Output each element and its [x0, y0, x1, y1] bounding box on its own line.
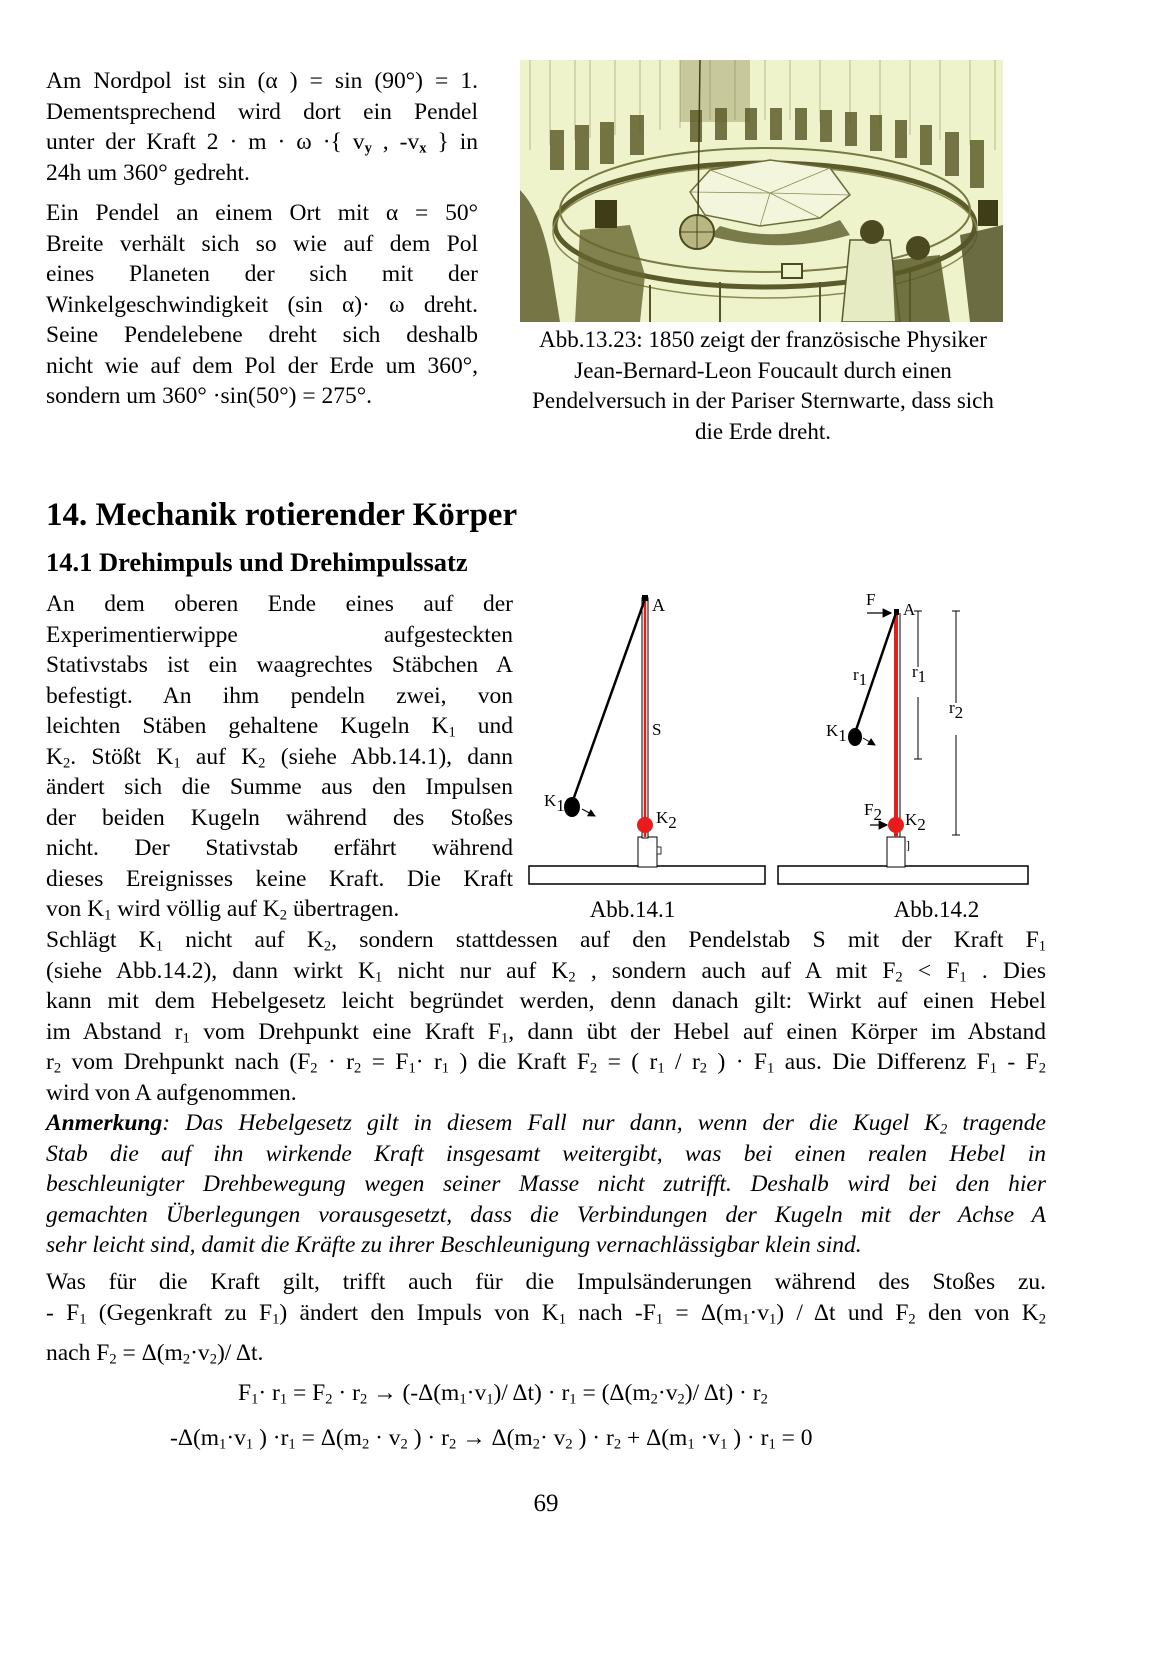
page-number: 69 [533, 1490, 559, 1517]
note-paragraph [46, 1108, 1046, 1261]
text-line: Experimentierwippe aufgesteckten [46, 621, 513, 648]
paragraph-nordpol [46, 66, 478, 188]
label-r1: r1 [912, 662, 927, 686]
seesaw-base [529, 866, 765, 884]
stand-screw [657, 847, 661, 854]
text-line: Winkelgeschwindigkeit (sin α)· ω dreht. [46, 291, 478, 318]
motion-arrow-icon [863, 738, 875, 745]
text-line: im Abstand $r_1$ vom Drehpunkt eine Kraft $F_1$, dann übt der Hebel auf einen Körper im Abstand [46, 1018, 1046, 1047]
ball-k2 [888, 817, 904, 833]
text-line: nach $F_2 = \Delta(m_2\cdot v_2)/$ Δt. [46, 1340, 264, 1368]
paragraph-momentum [46, 1267, 1046, 1328]
text-line: Stab die auf ihn wirkende Kraft insgesamt weitergibt, was bei einen realen Hebel in [46, 1140, 1046, 1167]
ball-k2 [637, 817, 653, 833]
text-line: beschleunigter Drehbewegung wegen seiner Masse nicht zutrifft. Deshalb wird bei den hier [46, 1171, 1046, 1197]
note-label: Anmerkung [46, 1110, 163, 1136]
text-line: (siehe Abb.14.2), dann wirkt $K_1$ nicht nur auf $K_2$ , sondern auch auf A mit $F_2 < F_1$ . Dies [46, 957, 1047, 986]
text-line: - $F_1$ (Gegenkraft zu $F_1$) ändert den Impuls von $K_1$ nach $-F_1 = \Delta(m_1\cdot v_1) / \Delta t$ und $F_2$ den von $K_2$ [46, 1299, 1046, 1328]
caption-line: Abb.13.23: 1850 zeigt der französische Physiker [539, 327, 987, 352]
label-a: A [903, 600, 916, 619]
text-line: Anmerkung: Das Hebelgesetz gilt in diesem Fall nur dann, wenn der die Kugel $K_2$ tragende [46, 1110, 1046, 1138]
text-line: leichten Stäben gehaltene Kugeln $K_1$ und [46, 713, 514, 741]
text-line: 24h um 360° gedreht. [46, 159, 250, 186]
text-line: nicht wie auf dem Pol der Erde um 360°, [46, 352, 478, 379]
text-line: der beiden Kugeln während des Stoßes [46, 804, 513, 831]
engraving-illustration [520, 60, 1003, 322]
label-r2: r2 [949, 698, 964, 722]
text-line: sehr leicht sind, damit die Kräfte zu ihrer Beschleunigung vernachlässigbar klein sind. [46, 1232, 862, 1258]
caption-line: die Erde dreht. [694, 418, 832, 444]
text-line: Seine Pendelebene dreht sich deshalb [46, 322, 478, 348]
text-line: Stativstabs ist ein waagrechtes Stäbchen A [46, 652, 513, 678]
ball-k1 [564, 797, 580, 817]
equation-1: $F_1\cdot r_1 = F_2 \cdot r_2 \to (-\Delta(m_1\cdot v_1)/$ $\Delta t) \cdot r_1 = (\Delta(m_2\cdot v_2)/$ $\Delta t) \cdot r_2$ [238, 1380, 768, 1408]
text-line: $r_2$ vom Drehpunkt nach ($F_2 \cdot r_2 = F_1\cdot r_1$ ) die Kraft $F_2$ = ( $r_1 / r_2$ ) · $F_1$ aus. Die Differenz $F_1 - F_2$ [46, 1049, 1047, 1077]
text-line: kann mit dem Hebelgesetz leicht begründet werden, denn danach gilt: Wirkt auf einen Hebel [46, 988, 1046, 1014]
rod-stand [887, 837, 905, 867]
figure-14-2 [778, 590, 1028, 884]
caption-line: Pendelversuch in der Pariser Sternwarte, dass sich [532, 388, 994, 413]
text-line: gemachten Überlegungen vorausgesetzt, dass die Verbindungen der Kugeln mit der Achse A [46, 1201, 1046, 1228]
text-line: Am Nordpol ist sin (α ) = sin (90°) = 1. [46, 68, 478, 94]
label-k2: K2 [905, 810, 926, 834]
figure-caption-14-2: Abb.14.2 [893, 897, 980, 922]
text-line: sondern um 360° ·sin(50°) = 275°. [46, 383, 373, 409]
text-line: Ein Pendel an einem Ort mit α = 50° [46, 200, 478, 226]
figure-caption-14-1: Abb.14.1 [589, 897, 676, 922]
label-k1: K1 [544, 791, 565, 815]
seesaw-base [778, 866, 1028, 884]
text-line: von $K_1$ wird völlig auf $K_2$ übertragen. [46, 896, 400, 924]
section-heading: 14.1 Drehimpuls und Drehimpulssatz [46, 547, 468, 577]
foucault-engraving-image [520, 60, 1003, 322]
ball-k1 [848, 728, 862, 746]
rod-stand [638, 837, 657, 867]
paragraph-pendel-50 [46, 198, 478, 412]
paragraph-lever-law [46, 925, 1046, 1108]
label-r1-arm: r1 [853, 665, 868, 689]
text-line: eines Planeten der sich mit der [46, 261, 478, 287]
stand-screw: ] [906, 838, 910, 852]
text-line: befestigt. An ihm pendeln zwei, von [46, 682, 513, 709]
pendulum-diagrams [525, 585, 1035, 890]
chapter-heading: 14. Mechanik rotierender Körper [46, 497, 518, 533]
text-line: ändert sich die Summe aus den Impulsen [46, 774, 513, 800]
text-line: unter der Kraft 2 · m · ω ·{ $v_y$ , $-v_x$ } in [46, 129, 479, 157]
text-line: Schlägt $K_1$ nicht auf $K_2$, sondern stattdessen auf den Pendelstab S mit der Kraft $F_1$ [46, 927, 1047, 955]
paragraph-intro [46, 589, 513, 925]
figure-caption-13-23 [493, 325, 1033, 447]
text-line: Dementsprechend wird dort ein Pendel [46, 98, 478, 125]
equation-2: $-\Delta(m_1\cdot v_1$ ) $\cdot r_1 = \Delta(m_2 \cdot v_2$ ) · $r_2 \to \Delta(m_2\cdot v_2$ ) · $r_2 + \Delta(m_1 \cdot v_1$ ) · $r_1 = 0$ [170, 1425, 813, 1453]
text-line: Breite verhält sich so wie auf dem Pol [46, 230, 478, 257]
label-s: S [652, 720, 662, 739]
text-line: Was für die Kraft gilt, trifft auch für die Impulsänderungen während des Stoßes zu. [46, 1269, 1046, 1295]
label-k2: K2 [656, 808, 677, 832]
figure-14-1 [529, 595, 765, 884]
text-line: dieses Ereignisses keine Kraft. Die Kraft [46, 865, 513, 892]
label-k1: K1 [826, 721, 847, 745]
motion-arrow-icon [582, 809, 595, 816]
label-a: A [652, 595, 665, 615]
caption-line: Jean-Bernard-Leon Foucault durch einen [574, 357, 952, 383]
text-line: $K_2$. Stößt $K_1$ auf $K_2$ (siehe Abb.14.1), dann [46, 743, 513, 772]
text-line: nicht. Der Stativstab erfährt während [46, 835, 513, 861]
text-line: wird von A aufgenommen. [46, 1079, 297, 1106]
pendulum-arm-k1 [572, 599, 645, 803]
text-line: An dem oberen Ende eines auf der [46, 591, 513, 617]
label-f: F [866, 590, 876, 609]
label-f2: F2 [864, 800, 882, 824]
